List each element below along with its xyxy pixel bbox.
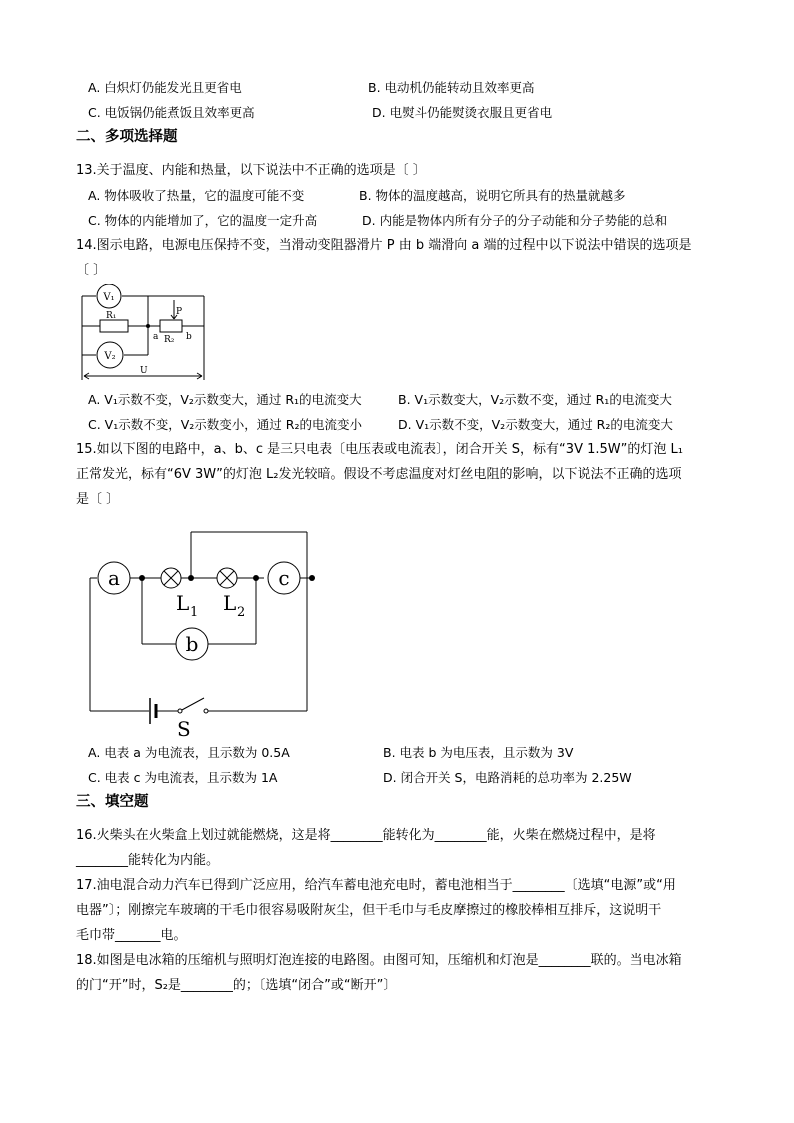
- q13-option-c: C. 物体的内能增加了，它的温度一定升高: [88, 213, 318, 228]
- q14-option-d: D. V₁示数不变，V₂示数变大，通过 R₂的电流变大: [398, 417, 673, 432]
- q14-label-r2: R₂: [164, 335, 175, 345]
- q15-label-l2: L: [223, 591, 237, 615]
- q16-line2: ________能转化为内能。: [76, 853, 220, 868]
- q15-option-a: A. 电表 a 为电流表，且示数为 0.5A: [88, 745, 290, 760]
- q15-label-a: a: [108, 566, 120, 590]
- q14-option-c: C. V₁示数不变，V₂示数变小，通过 R₂的电流变小: [88, 417, 362, 432]
- q14-label-p: P: [176, 307, 183, 317]
- q14-stem-line1: 14.图示电路，电源电压保持不变，当滑动变阻器滑片 P 由 b 端滑向 a 端的过程中以下说法中错误的选项是: [76, 238, 692, 253]
- q14-label-v1: V₁: [103, 292, 115, 303]
- q17-line3: 毛巾带_______电。: [76, 928, 187, 943]
- q12-option-b: B. 电动机仍能转动且效率更高: [368, 80, 535, 95]
- q15-stem-line1: 15.如以下图的电路中，a、b、c 是三只电表〔电压表或电流表〕，闭合开关 S，标有“3V 1.5W”的灯泡 L₁: [76, 442, 683, 457]
- q14-circuit-diagram: [78, 284, 210, 386]
- q12-option-a: A. 白炽灯仍能发光且更省电: [88, 80, 242, 95]
- q14-option-a: A. V₁示数不变，V₂示数变大，通过 R₁的电流变大: [88, 392, 362, 407]
- q14-stem-line2: 〔 〕: [76, 263, 107, 278]
- q18-line1: 18.如图是电冰箱的压缩机与照明灯泡连接的电路图。由图可知，压缩机和灯泡是________联的。当电冰箱: [76, 953, 682, 968]
- q15-circuit-diagram: [84, 528, 324, 740]
- q13-option-a: A. 物体吸收了热量，它的温度可能不变: [88, 188, 305, 203]
- q15-option-d: D. 闭合开关 S，电路消耗的总功率为 2.25W: [383, 770, 632, 785]
- q15-option-b: B. 电表 b 为电压表，且示数为 3V: [383, 745, 574, 760]
- q14-label-v2: V₂: [104, 351, 116, 362]
- q13-stem: 13.关于温度、内能和热量，以下说法中不正确的选项是〔 〕: [76, 163, 426, 178]
- q12-option-c: C. 电饭锅仍能煮饭且效率更高: [88, 105, 255, 120]
- q15-stem-line3: 是〔 〕: [76, 492, 120, 507]
- q15-label-l1: L: [176, 591, 190, 615]
- q12-option-d: D. 电熨斗仍能熨烫衣服且更省电: [372, 105, 553, 120]
- q15-lamp-l2-icon: [217, 568, 237, 588]
- q15-label-s: S: [177, 717, 191, 740]
- q13-option-b: B. 物体的温度越高，说明它所具有的热量就越多: [359, 188, 626, 203]
- q15-label-b: b: [185, 632, 199, 656]
- q15-label-l1-sub: 1: [190, 605, 199, 620]
- q15-option-c: C. 电表 c 为电流表，且示数为 1A: [88, 770, 278, 785]
- q17-line1: 17.油电混合动力汽车已得到广泛应用，给汽车蓄电池充电时，蓄电池相当于________〔选填“电源”或“用: [76, 878, 676, 893]
- q13-option-d: D. 内能是物体内所有分子的分子动能和分子势能的总和: [362, 213, 668, 228]
- section-title-fill-in: 三、填空题: [76, 794, 149, 810]
- q15-stem-line2: 正常发光，标有“6V 3W”的灯泡 L₂发光较暗。假设不考虑温度对灯丝电阻的影响，以下说法不正确的选项: [76, 467, 682, 482]
- q14-label-b: b: [186, 332, 192, 342]
- q16-line1: 16.火柴头在火柴盒上划过就能燃烧，这是将________能转化为________能，火柴在燃烧过程中，是将: [76, 828, 656, 843]
- q14-label-u: U: [140, 366, 148, 376]
- q14-label-a: a: [153, 332, 159, 342]
- q18-line2: 的门“开”时，S₂是________的；〔选填“闭合”或“断开”〕: [76, 978, 397, 993]
- section-title-multiple-choice: 二、多项选择题: [76, 129, 178, 145]
- q14-option-b: B. V₁示数变大，V₂示数不变，通过 R₁的电流变大: [398, 392, 672, 407]
- q14-label-r1: R₁: [106, 311, 117, 321]
- q15-label-l2-sub: 2: [237, 605, 246, 620]
- q15-lamp-l1-icon: [161, 568, 181, 588]
- q15-label-c: c: [278, 566, 290, 590]
- q17-line2: 电器”〕；刚擦完车玻璃的干毛巾很容易吸附灰尘，但干毛巾与毛皮摩擦过的橡胶棒相互排斥，这说明干: [76, 903, 662, 918]
